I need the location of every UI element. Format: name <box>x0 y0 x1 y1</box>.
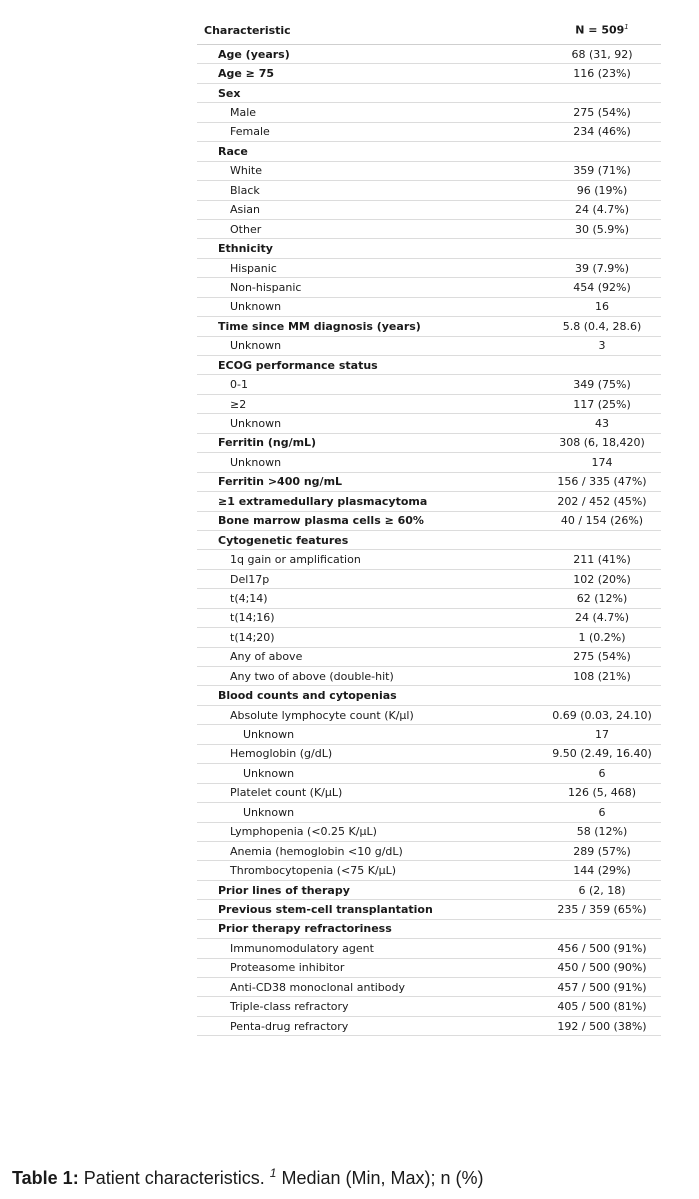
table-row <box>197 705 661 724</box>
row-value: 275 (54%) <box>543 103 661 122</box>
row-value: 456 / 500 (91%) <box>543 939 661 958</box>
row-value: 30 (5.9%) <box>543 219 661 238</box>
row-value: 289 (57%) <box>543 841 661 860</box>
row-value: 39 (7.9%) <box>543 258 661 277</box>
row-value: 16 <box>543 297 661 316</box>
row-label: Immunomodulatory agent <box>197 939 543 958</box>
row-label: Previous stem-cell transplantation <box>197 900 543 919</box>
row-label: ≥2 <box>197 394 543 413</box>
row-value <box>543 239 661 258</box>
table-row <box>197 628 661 647</box>
row-label: Cytogenetic features <box>197 530 543 549</box>
row-value: 40 / 154 (26%) <box>543 511 661 530</box>
table-row <box>197 103 661 122</box>
table-row <box>197 414 661 433</box>
row-label: Prior lines of therapy <box>197 880 543 899</box>
table-row <box>197 122 661 141</box>
caption-footnote-text: Median (Min, Max); n (%) <box>276 1168 484 1188</box>
table-row <box>197 492 661 511</box>
table-row <box>197 803 661 822</box>
row-label: Unknown <box>197 803 543 822</box>
row-value: 58 (12%) <box>543 822 661 841</box>
row-value: 24 (4.7%) <box>543 608 661 627</box>
table-row <box>197 822 661 841</box>
table-row <box>197 1016 661 1035</box>
header-footnote-mark: 1 <box>624 23 629 32</box>
row-value <box>543 83 661 102</box>
row-label: Unknown <box>197 297 543 316</box>
table-row <box>197 64 661 83</box>
table-row <box>197 608 661 627</box>
row-value: 126 (5, 468) <box>543 783 661 802</box>
row-label: Anemia (hemoglobin <10 g/dL) <box>197 841 543 860</box>
row-label: Sex <box>197 83 543 102</box>
row-label: Unknown <box>197 414 543 433</box>
row-value: 0.69 (0.03, 24.10) <box>543 705 661 724</box>
row-value: 359 (71%) <box>543 161 661 180</box>
table-row <box>197 744 661 763</box>
row-value: 62 (12%) <box>543 589 661 608</box>
table-row <box>197 550 661 569</box>
table-row <box>197 530 661 549</box>
table-row <box>197 511 661 530</box>
row-label: Any two of above (double-hit) <box>197 667 543 686</box>
table-row <box>197 939 661 958</box>
table-row <box>197 317 661 336</box>
row-value: 457 / 500 (91%) <box>543 978 661 997</box>
row-label: Proteasome inhibitor <box>197 958 543 977</box>
row-label: Unknown <box>197 725 543 744</box>
row-label: Absolute lymphocyte count (K/µl) <box>197 705 543 724</box>
row-label: t(14;16) <box>197 608 543 627</box>
table-row <box>197 861 661 880</box>
row-value: 308 (6, 18,420) <box>543 433 661 452</box>
table-row <box>197 900 661 919</box>
table-row <box>197 258 661 277</box>
row-value: 144 (29%) <box>543 861 661 880</box>
table-row <box>197 783 661 802</box>
table-row <box>197 297 661 316</box>
row-label: Ethnicity <box>197 239 543 258</box>
table-row <box>197 764 661 783</box>
row-value <box>543 530 661 549</box>
table-row <box>197 336 661 355</box>
row-label: Unknown <box>197 453 543 472</box>
table-row <box>197 647 661 666</box>
row-label: Asian <box>197 200 543 219</box>
table-row <box>197 219 661 238</box>
caption-label: Table 1: <box>12 1168 79 1188</box>
row-label: Ferritin >400 ng/mL <box>197 472 543 491</box>
row-label: ECOG performance status <box>197 356 543 375</box>
row-value: 5.8 (0.4, 28.6) <box>543 317 661 336</box>
row-label: Lymphopenia (<0.25 K/µL) <box>197 822 543 841</box>
row-value: 43 <box>543 414 661 433</box>
row-label: 0-1 <box>197 375 543 394</box>
row-label: 1q gain or amplification <box>197 550 543 569</box>
row-value: 450 / 500 (90%) <box>543 958 661 977</box>
row-value: 349 (75%) <box>543 375 661 394</box>
row-label: Bone marrow plasma cells ≥ 60% <box>197 511 543 530</box>
table-row <box>197 919 661 938</box>
row-label: Triple-class refractory <box>197 997 543 1016</box>
row-value: 454 (92%) <box>543 278 661 297</box>
row-label: t(14;20) <box>197 628 543 647</box>
row-label: Blood counts and cytopenias <box>197 686 543 705</box>
row-value: 6 (2, 18) <box>543 880 661 899</box>
row-label: White <box>197 161 543 180</box>
row-label: t(4;14) <box>197 589 543 608</box>
row-value: 156 / 335 (47%) <box>543 472 661 491</box>
row-value: 405 / 500 (81%) <box>543 997 661 1016</box>
row-value: 235 / 359 (65%) <box>543 900 661 919</box>
table-row <box>197 278 661 297</box>
row-label: Black <box>197 181 543 200</box>
row-label: Thrombocytopenia (<75 K/µL) <box>197 861 543 880</box>
row-value: 17 <box>543 725 661 744</box>
row-value <box>543 919 661 938</box>
table-row <box>197 83 661 102</box>
table-row <box>197 433 661 452</box>
table-row <box>197 725 661 744</box>
table-row <box>197 356 661 375</box>
row-label: Platelet count (K/µL) <box>197 783 543 802</box>
row-value: 6 <box>543 803 661 822</box>
row-label: Prior therapy refractoriness <box>197 919 543 938</box>
row-value: 6 <box>543 764 661 783</box>
row-label: Race <box>197 142 543 161</box>
table-row <box>197 239 661 258</box>
row-value <box>543 356 661 375</box>
row-label: Del17p <box>197 569 543 588</box>
table-row <box>197 181 661 200</box>
table-row <box>197 880 661 899</box>
row-value: 9.50 (2.49, 16.40) <box>543 744 661 763</box>
table-row <box>197 958 661 977</box>
table-row <box>197 589 661 608</box>
table-row <box>197 978 661 997</box>
row-value: 108 (21%) <box>543 667 661 686</box>
row-label: ≥1 extramedullary plasmacytoma <box>197 492 543 511</box>
row-value: 102 (20%) <box>543 569 661 588</box>
table-row <box>197 142 661 161</box>
row-label: Hispanic <box>197 258 543 277</box>
row-label: Age (years) <box>197 45 543 64</box>
row-label: Other <box>197 219 543 238</box>
row-label: Unknown <box>197 764 543 783</box>
row-value: 3 <box>543 336 661 355</box>
row-label: Hemoglobin (g/dL) <box>197 744 543 763</box>
row-label: Penta-drug refractory <box>197 1016 543 1035</box>
table-row <box>197 841 661 860</box>
table-row <box>197 667 661 686</box>
table-header-row <box>197 16 661 45</box>
row-value: 117 (25%) <box>543 394 661 413</box>
table-row <box>197 472 661 491</box>
row-label: Age ≥ 75 <box>197 64 543 83</box>
row-value: 234 (46%) <box>543 122 661 141</box>
header-n: $N = 509^1$ <box>543 16 661 45</box>
table-row <box>197 569 661 588</box>
row-value: 96 (19%) <box>543 181 661 200</box>
row-value: 275 (54%) <box>543 647 661 666</box>
table-row <box>197 997 661 1016</box>
row-label: Male <box>197 103 543 122</box>
row-value: 1 (0.2%) <box>543 628 661 647</box>
row-value: 68 (31, 92) <box>543 45 661 64</box>
table-row <box>197 45 661 64</box>
row-value: 192 / 500 (38%) <box>543 1016 661 1035</box>
row-value: 24 (4.7%) <box>543 200 661 219</box>
row-label: Female <box>197 122 543 141</box>
row-value: 202 / 452 (45%) <box>543 492 661 511</box>
row-value: 174 <box>543 453 661 472</box>
row-label: Ferritin (ng/mL) <box>197 433 543 452</box>
patient-characteristics-table-container <box>197 16 661 1036</box>
table-row <box>197 453 661 472</box>
row-value <box>543 686 661 705</box>
table-row <box>197 375 661 394</box>
table-row <box>197 394 661 413</box>
caption-text: Patient characteristics. <box>78 1168 270 1188</box>
row-label: Non-hispanic <box>197 278 543 297</box>
table-caption <box>12 1166 484 1189</box>
table-row <box>197 200 661 219</box>
row-label: Time since MM diagnosis (years) <box>197 317 543 336</box>
row-label: Anti-CD38 monoclonal antibody <box>197 978 543 997</box>
row-value: 211 (41%) <box>543 550 661 569</box>
table-row <box>197 161 661 180</box>
row-value <box>543 142 661 161</box>
row-label: Any of above <box>197 647 543 666</box>
patient-characteristics-table <box>197 16 661 1036</box>
table-body <box>197 45 661 1036</box>
row-label: Unknown <box>197 336 543 355</box>
table-row <box>197 686 661 705</box>
row-value: 116 (23%) <box>543 64 661 83</box>
header-characteristic: Characteristic <box>197 16 543 45</box>
caption-footnote-mark: 1 <box>269 1166 277 1180</box>
